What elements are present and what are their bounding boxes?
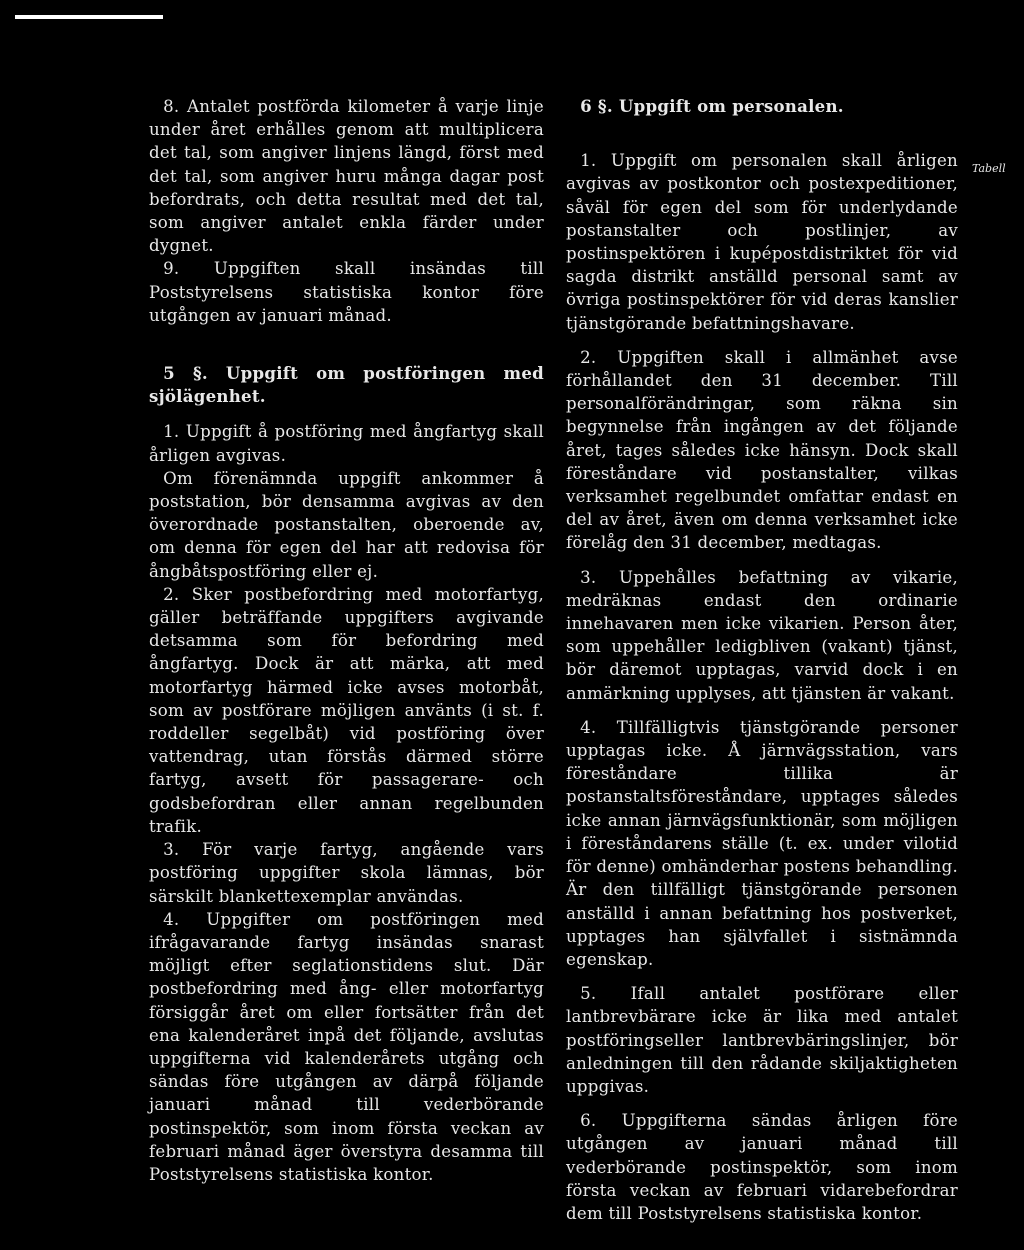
section-5-item-4: 4. Uppgifter om postföringen med ifrågavarande fartyg insändas snarast möjligt efter seglationstidens slut. Där postbefordring med ång- eller motorfartyg försiggår året om eller fortsätter från det ena kalenderåret inpå det följande, avslutas uppgifterna vid kalenderårets utgång och sändas före utgången av därpå följande januari månad till vederbörande postinspektör, som inom första veckan av februari månad äger överstyra desamma till Poststyrelsens statistiska kontor. <box>149 909 544 1184</box>
section-6-heading: 6 §. Uppgift om personalen. <box>580 96 844 116</box>
section-6-item-5: 5. Ifall antalet postförare eller lantbrevbärare icke är lika med antalet postföringseller lantbrevbäringslinjer, bör anledningen till den rådande skiljaktigheten uppgivas. <box>566 984 958 1096</box>
section-5-item-1b: Om förenämnda uppgift ankommer å poststation, bör densamma avgivas av den överordnade postanstalten, oberoende av, om denna för egen del har att redovisa för ångbåtspostföring eller ej. <box>149 468 544 581</box>
section-5-item-3: 3. För varje fartyg, angående vars postföring uppgifter skola lämnas, bör särskilt blankettexemplar användas. <box>149 840 544 906</box>
section-5-item-1: 1. Uppgift å postföring med ångfartyg skall årligen avgivas. <box>149 422 544 465</box>
top-rule <box>15 15 163 19</box>
right-column <box>566 95 958 1225</box>
section-6-item-3: 3. Uppehålles befattning av vikarie, medräknas endast den ordinarie innehavaren men icke vikarien. Person åter, som uppehåller ledigbliven (vakant) tjänst, bör däremot upptagas, varvid dock i en anmärkning upplyses, att tjänsten är vakant. <box>566 567 958 703</box>
left-column <box>149 95 544 1186</box>
margin-note: Tabell <box>972 162 1006 175</box>
section-6-item-1: 1. Uppgift om personalen skall årligen avgivas av postkontor och postexpeditioner, såväl för egen del som för underlydande postanstalter och postlinjer, av postinspektören i kupépostdistriktet för vid sagda distrikt anställd personal samt av övriga postinspektörer för vid deras kanslier tjänstgörande befattningshavare. <box>566 151 958 333</box>
section-5-heading: 5 §. Uppgift om postföringen med sjölägenhet. <box>149 363 544 407</box>
paragraph-9: 9. Uppgiften skall insändas till Poststyrelsens statistiska kontor före utgången av januari månad. <box>149 259 544 325</box>
section-6-item-6: 6. Uppgifterna sändas årligen före utgången av januari månad till vederbörande postinspektör, som inom första veckan av februari vidarebefordrar dem till Poststyrelsens statistiska kontor. <box>566 1111 958 1223</box>
section-6-item-2: 2. Uppgiften skall i allmänhet avse förhållandet den 31 december. Till personalförändringar, som räkna sin begynnelse från ingången av det följande året, tages således icke hänsyn. Dock skall föreståndare vid postanstalter, vilkas verksamhet regelbundet omfattar endast en del av året, även om denna verksamhet icke förelåg den 31 december, medtagas. <box>566 347 958 553</box>
section-5-item-2: 2. Sker postbefordring med motorfartyg, gäller beträffande uppgifters avgivande detsamma som för befordring med ångfartyg. Dock är att märka, att med motorfartyg härmed icke avses motorbåt, som av postförare möjligen använts (i st. f. roddeller segelbåt) vid postföring över vattendrag, utan förstås därmed större fartyg, avsett för passagerare- och godsbefordran eller annan regelbunden trafik. <box>149 584 544 836</box>
paragraph-8: 8. Antalet postförda kilometer å varje linje under året erhålles genom att multiplicera det tal, som angiver linjens längd, först med det tal, som angiver huru många dagar post befordrats, och detta resultat med det tal, som angiver antalet enkla färder under dygnet. <box>149 97 544 256</box>
section-6-item-4: 4. Tillfälligtvis tjänstgörande personer upptagas icke. Å järnvägsstation, vars föreståndare tillika är postanstaltsföreståndare, upptages således icke annan järnvägsfunktionär, som möjligen i föreståndarens ställe (t. ex. under vilotid för denne) omhänderhar postens behandling. Är den tillfälligt tjänstgörande personen anställd i annan befattning hos postverket, upptages han självfallet i sistnämnda egenskap. <box>566 717 959 969</box>
